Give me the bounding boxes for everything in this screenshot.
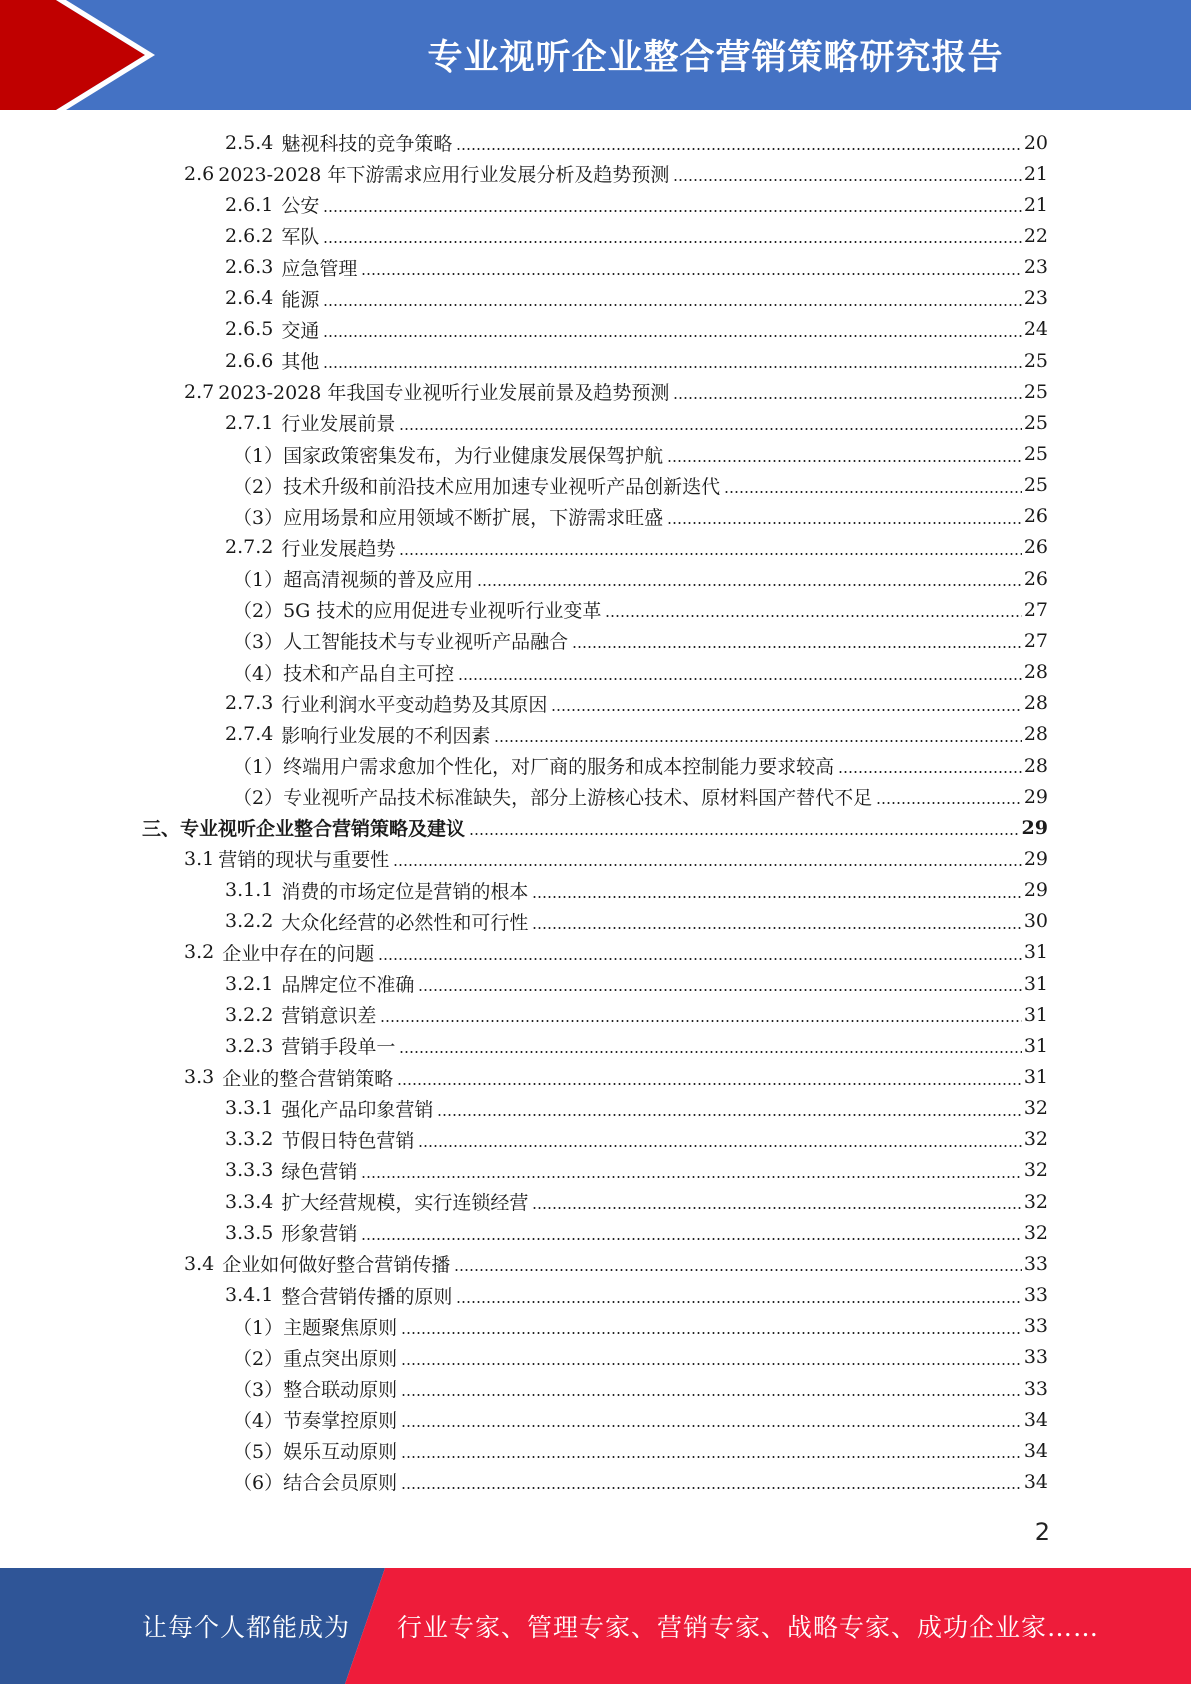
toc-entry-page: 34 bbox=[1023, 1408, 1048, 1431]
toc-dot-leader bbox=[532, 875, 1021, 906]
toc-entry-number: 2.6.5 bbox=[225, 318, 274, 341]
toc-entry-page: 21 bbox=[1023, 193, 1048, 216]
toc-entry-title: 行业发展趋势 bbox=[281, 537, 396, 560]
toc-entry[interactable] bbox=[225, 968, 1048, 999]
toc-entry[interactable] bbox=[225, 1280, 1048, 1311]
toc-dot-leader bbox=[418, 1124, 1021, 1155]
toc-dot-leader bbox=[551, 688, 1021, 719]
toc-entry-number: 3.2.1 bbox=[225, 972, 274, 995]
toc-dot-leader bbox=[401, 1373, 1022, 1404]
toc-entry-page: 28 bbox=[1023, 723, 1048, 746]
toc-entry-title: 整合营销传播的原则 bbox=[281, 1285, 453, 1308]
toc-entry[interactable] bbox=[233, 1342, 1048, 1373]
toc-entry[interactable] bbox=[233, 750, 1048, 781]
toc-dot-leader bbox=[399, 532, 1021, 563]
toc-dot-leader bbox=[456, 127, 1021, 158]
toc-dot-leader bbox=[876, 781, 1022, 812]
toc-entry-page: 20 bbox=[1023, 131, 1048, 154]
toc-entry-number: 3.2.2 bbox=[225, 1003, 274, 1026]
toc-entry-title: （3）人工智能技术与专业视听产品融合 bbox=[233, 631, 569, 654]
toc-dot-leader bbox=[673, 158, 1021, 189]
toc-dot-leader bbox=[724, 470, 1022, 501]
toc-entry[interactable] bbox=[233, 1435, 1048, 1466]
toc-entry[interactable] bbox=[233, 657, 1048, 688]
toc-entry-title: 应急管理 bbox=[281, 257, 358, 280]
toc-entry-page: 25 bbox=[1023, 443, 1048, 465]
toc-entry-number: 2.6.2 bbox=[225, 224, 274, 247]
toc-entry[interactable] bbox=[225, 1124, 1048, 1155]
toc-entry-title: 消费的市场定位是营销的根本 bbox=[281, 880, 529, 903]
toc-entry-title: 绿色营销 bbox=[281, 1160, 358, 1183]
toc-entry-title: （3）应用场景和应用领域不断扩展，下游需求旺盛 bbox=[233, 506, 664, 529]
toc-entry-title: 公安 bbox=[281, 195, 320, 218]
toc-entry-title: 魅视科技的竞争策略 bbox=[281, 133, 453, 155]
toc-entry-page: 31 bbox=[1023, 941, 1048, 964]
toc-entry-page: 28 bbox=[1023, 754, 1048, 777]
toc-entry-number: 3.2 bbox=[184, 941, 215, 964]
toc-entry[interactable] bbox=[225, 688, 1048, 719]
toc-dot-leader bbox=[323, 345, 1021, 376]
toc-dot-leader bbox=[667, 501, 1022, 532]
toc-entry-page: 32 bbox=[1023, 1221, 1048, 1244]
toc-dot-leader bbox=[532, 906, 1021, 937]
toc-entry-title: 交通 bbox=[281, 319, 320, 342]
toc-dot-leader bbox=[399, 1030, 1021, 1061]
toc-entry-title: 2023-2028 年下游需求应用行业发展分析及趋势预测 bbox=[218, 164, 670, 187]
toc-entry-number: 2.6 bbox=[184, 162, 215, 185]
toc-dot-leader bbox=[838, 750, 1022, 781]
toc-dot-leader bbox=[380, 999, 1021, 1030]
toc-entry-page: 25 bbox=[1023, 349, 1048, 372]
toc-dot-leader bbox=[401, 1311, 1022, 1342]
toc-entry[interactable] bbox=[184, 843, 1048, 874]
toc-entry-page: 28 bbox=[1023, 661, 1048, 684]
toc-entry-page: 32 bbox=[1023, 1190, 1048, 1213]
toc-dot-leader bbox=[323, 314, 1021, 345]
toc-entry[interactable] bbox=[225, 345, 1048, 376]
toc-dot-leader bbox=[532, 1186, 1021, 1217]
toc-entry-title: 扩大经营规模，实行连锁经营 bbox=[281, 1192, 529, 1215]
toc-entry-page: 32 bbox=[1023, 1097, 1048, 1120]
toc-entry[interactable] bbox=[233, 439, 1048, 470]
footer-slogan-left: 让每个人都能成为 bbox=[142, 1613, 351, 1642]
toc-entry-page: 23 bbox=[1023, 256, 1048, 279]
toc-entry[interactable] bbox=[233, 781, 1048, 812]
toc-dot-leader bbox=[397, 1062, 1022, 1093]
toc-dot-leader bbox=[477, 563, 1022, 594]
toc-entry-title: 强化产品印象营销 bbox=[281, 1098, 434, 1121]
toc-entry-title: （5）娱乐互动原则 bbox=[233, 1441, 398, 1464]
toc-entry-page: 33 bbox=[1023, 1284, 1048, 1307]
toc-entry-title: （4）节奏掌控原则 bbox=[233, 1410, 398, 1433]
toc-dot-leader bbox=[456, 1280, 1021, 1311]
toc-entry-page: 28 bbox=[1023, 692, 1048, 715]
toc-entry-page: 26 bbox=[1023, 536, 1048, 559]
toc-entry-number: 3.2.2 bbox=[225, 910, 274, 933]
toc-entry-page: 31 bbox=[1023, 972, 1048, 995]
toc-entry-title: 企业的整合营销策略 bbox=[222, 1067, 394, 1090]
toc-entry-page: 33 bbox=[1023, 1252, 1048, 1275]
toc-entry-title: 形象营销 bbox=[281, 1223, 358, 1246]
toc-entry-title: 三、专业视听企业整合营销策略及建议 bbox=[142, 818, 466, 841]
toc-entry-page: 29 bbox=[1023, 847, 1048, 870]
toc-entry-title: 企业中存在的问题 bbox=[222, 942, 375, 965]
toc-dot-leader bbox=[605, 594, 1021, 625]
toc-entry-title: 行业利润水平变动趋势及其原因 bbox=[281, 693, 548, 716]
toc-dot-leader bbox=[667, 439, 1022, 470]
toc-entry-number: 3.3.2 bbox=[225, 1128, 274, 1151]
toc-entry-page: 25 bbox=[1023, 380, 1048, 403]
toc-entry-page: 33 bbox=[1023, 1377, 1048, 1400]
toc-entry[interactable] bbox=[233, 1311, 1048, 1342]
toc-entry-number: 3.3 bbox=[184, 1066, 215, 1088]
toc-entry-title: 行业发展前景 bbox=[281, 413, 396, 436]
page-number: 2 bbox=[1034, 1518, 1050, 1546]
toc-entry-number: 3.4.1 bbox=[225, 1284, 274, 1307]
toc-entry-number: 3.3.3 bbox=[225, 1159, 274, 1182]
toc-entry-title: 其他 bbox=[281, 351, 320, 374]
toc-entry[interactable] bbox=[225, 1030, 1048, 1061]
page-footer bbox=[0, 1568, 1191, 1684]
page-header bbox=[0, 0, 1191, 110]
toc-entry-number: 3.2.3 bbox=[225, 1034, 274, 1057]
toc-entry[interactable] bbox=[233, 625, 1048, 656]
toc-entry-page: 34 bbox=[1023, 1439, 1048, 1462]
toc-entry-page: 26 bbox=[1023, 505, 1048, 528]
report-title: 专业视听企业整合营销策略研究报告 bbox=[427, 38, 1004, 78]
toc-entry[interactable] bbox=[225, 407, 1048, 438]
toc-dot-leader bbox=[673, 376, 1021, 407]
toc-entry-title: 大众化经营的必然性和可行性 bbox=[281, 911, 529, 934]
toc-entry-page: 21 bbox=[1023, 162, 1048, 185]
toc-entry-number: 3.1 bbox=[184, 847, 215, 870]
toc-entry-title: （2）重点突出原则 bbox=[233, 1347, 398, 1370]
toc-entry-title: （2）5G 技术的应用促进专业视听行业变革 bbox=[233, 600, 602, 623]
toc-entry[interactable] bbox=[225, 189, 1048, 220]
toc-entry[interactable] bbox=[184, 1248, 1048, 1279]
toc-dot-leader bbox=[418, 968, 1021, 999]
toc-dot-leader bbox=[401, 1342, 1022, 1373]
toc-entry-number: 2.5.4 bbox=[225, 131, 274, 154]
toc-entry-number: 3.3.4 bbox=[225, 1190, 274, 1213]
toc-dot-leader bbox=[401, 1404, 1022, 1435]
toc-entry[interactable] bbox=[225, 127, 1048, 158]
toc-entry-number: 2.7.3 bbox=[225, 692, 274, 715]
toc-dot-leader bbox=[378, 937, 1022, 968]
toc-entry-title: （1）终端用户需求愈加个性化，对厂商的服务和成本控制能力要求较高 bbox=[233, 756, 835, 778]
toc-entry[interactable] bbox=[225, 220, 1048, 251]
toc-dot-leader bbox=[458, 657, 1022, 688]
toc-dot-leader bbox=[454, 1248, 1022, 1279]
toc-entry[interactable] bbox=[184, 376, 1048, 407]
toc-entry-number: 2.7 bbox=[184, 380, 215, 403]
toc-entry[interactable] bbox=[225, 1093, 1048, 1124]
toc-entry-page: 31 bbox=[1023, 1066, 1048, 1088]
toc-entry-number: 3.4 bbox=[184, 1252, 215, 1275]
toc-entry[interactable] bbox=[184, 1062, 1048, 1093]
toc-entry-page: 32 bbox=[1023, 1128, 1048, 1151]
toc-entry-title: 节假日特色营销 bbox=[281, 1129, 415, 1152]
toc-entry-title: 军队 bbox=[281, 226, 320, 249]
toc-entry-page: 26 bbox=[1023, 567, 1048, 590]
toc-entry[interactable] bbox=[225, 906, 1048, 937]
toc-entry[interactable] bbox=[233, 1373, 1048, 1404]
toc-entry[interactable] bbox=[225, 875, 1048, 906]
toc-dot-leader bbox=[361, 252, 1021, 283]
toc-entry[interactable] bbox=[142, 812, 1048, 843]
toc-entry-page: 29 bbox=[1023, 785, 1048, 808]
toc-entry[interactable] bbox=[233, 1466, 1048, 1497]
toc-entry-title: 能源 bbox=[281, 288, 320, 311]
toc-entry-page: 30 bbox=[1023, 910, 1048, 933]
toc-entry[interactable] bbox=[184, 158, 1048, 189]
toc-entry-title: 影响行业发展的不利因素 bbox=[281, 724, 491, 747]
toc-dot-leader bbox=[393, 843, 1022, 874]
toc-entry-title: （1）国家政策密集发布，为行业健康发展保驾护航 bbox=[233, 444, 664, 467]
toc-entry-title: 营销的现状与重要性 bbox=[218, 849, 390, 872]
toc-dot-leader bbox=[323, 283, 1021, 314]
toc-entry-page: 27 bbox=[1023, 629, 1048, 652]
toc-entry-page: 24 bbox=[1023, 318, 1048, 341]
toc-entry-title: 营销意识差 bbox=[281, 1005, 377, 1028]
toc-entry[interactable] bbox=[233, 594, 1048, 625]
footer-slogan-right: 行业专家、管理专家、营销专家、战略专家、成功企业家…… bbox=[397, 1613, 1100, 1642]
toc-entry-number: 3.1.1 bbox=[225, 879, 274, 902]
toc-entry[interactable] bbox=[225, 1155, 1048, 1186]
toc-entry[interactable] bbox=[225, 283, 1048, 314]
toc-entry-title: （4）技术和产品自主可控 bbox=[233, 662, 455, 685]
toc-entry-page: 33 bbox=[1023, 1346, 1048, 1369]
toc-entry-title: （3）整合联动原则 bbox=[233, 1379, 398, 1401]
toc-entry-title: （1）主题聚焦原则 bbox=[233, 1316, 398, 1339]
toc-dot-leader bbox=[401, 1435, 1022, 1466]
toc-entry[interactable] bbox=[225, 999, 1048, 1030]
toc-entry[interactable] bbox=[233, 501, 1048, 532]
toc-entry[interactable] bbox=[233, 563, 1048, 594]
toc-entry-number: 2.7.4 bbox=[225, 723, 274, 746]
toc-entry-page: 25 bbox=[1023, 411, 1048, 434]
toc-entry-title: 2023-2028 年我国专业视听行业发展前景及趋势预测 bbox=[218, 382, 670, 405]
toc-entry-page: 23 bbox=[1023, 287, 1048, 310]
toc-dot-leader bbox=[361, 1155, 1021, 1186]
toc-entry-title: 品牌定位不准确 bbox=[281, 974, 415, 997]
toc-entry-number: 2.6.6 bbox=[225, 349, 274, 372]
toc-entry-number: 2.6.3 bbox=[225, 256, 274, 279]
toc-entry-page: 25 bbox=[1023, 474, 1048, 497]
toc-entry-page: 27 bbox=[1023, 598, 1048, 621]
toc-entry-page: 31 bbox=[1023, 1003, 1048, 1026]
toc-entry[interactable] bbox=[225, 252, 1048, 283]
toc-dot-leader bbox=[469, 812, 1020, 843]
toc-entry-page: 29 bbox=[1023, 879, 1048, 902]
toc-dot-leader bbox=[361, 1217, 1021, 1248]
toc-entry[interactable] bbox=[233, 470, 1048, 501]
toc-entry[interactable] bbox=[225, 1217, 1048, 1248]
toc-entry-title: （1）超高清视频的普及应用 bbox=[233, 569, 474, 592]
toc-dot-leader bbox=[399, 407, 1021, 438]
toc-entry[interactable] bbox=[225, 1186, 1048, 1217]
toc-entry-title: （6）结合会员原则 bbox=[233, 1472, 398, 1495]
toc-entry-page: 32 bbox=[1023, 1159, 1048, 1182]
toc-entry[interactable] bbox=[233, 1404, 1048, 1435]
red-arrow-shape bbox=[0, 0, 145, 110]
toc-entry-title: 企业如何做好整合营销传播 bbox=[222, 1254, 451, 1277]
toc-entry[interactable] bbox=[184, 937, 1048, 968]
toc-dot-leader bbox=[323, 220, 1021, 251]
toc-dot-leader bbox=[323, 189, 1021, 220]
toc-entry-page: 31 bbox=[1023, 1034, 1048, 1057]
toc-entry[interactable] bbox=[225, 532, 1048, 563]
toc-entry-page: 34 bbox=[1023, 1470, 1048, 1493]
toc-dot-leader bbox=[401, 1466, 1022, 1497]
toc-entry[interactable] bbox=[225, 719, 1048, 750]
toc-entry-number: 2.6.1 bbox=[225, 193, 274, 216]
toc-entry-number: 3.3.1 bbox=[225, 1097, 274, 1120]
toc-entry-page: 33 bbox=[1023, 1315, 1048, 1338]
toc-dot-leader bbox=[437, 1093, 1021, 1124]
toc-entry-title: 营销手段单一 bbox=[281, 1036, 396, 1059]
toc-dot-leader bbox=[494, 719, 1021, 750]
toc-dot-leader bbox=[572, 625, 1022, 656]
toc-entry-page: 22 bbox=[1023, 224, 1048, 247]
toc-entry[interactable] bbox=[225, 314, 1048, 345]
toc-entry-number: 3.3.5 bbox=[225, 1221, 274, 1244]
toc-entry-page: 29 bbox=[1021, 816, 1048, 839]
toc-entry-number: 2.6.4 bbox=[225, 287, 274, 310]
toc-entry-title: （2）专业视听产品技术标准缺失，部分上游核心技术、原材料国产替代不足 bbox=[233, 787, 873, 810]
toc-entry-number: 2.7.1 bbox=[225, 411, 274, 434]
toc-entry-number: 2.7.2 bbox=[225, 536, 274, 559]
toc-entry-title: （2）技术升级和前沿技术应用加速专业视听产品创新迭代 bbox=[233, 475, 721, 498]
